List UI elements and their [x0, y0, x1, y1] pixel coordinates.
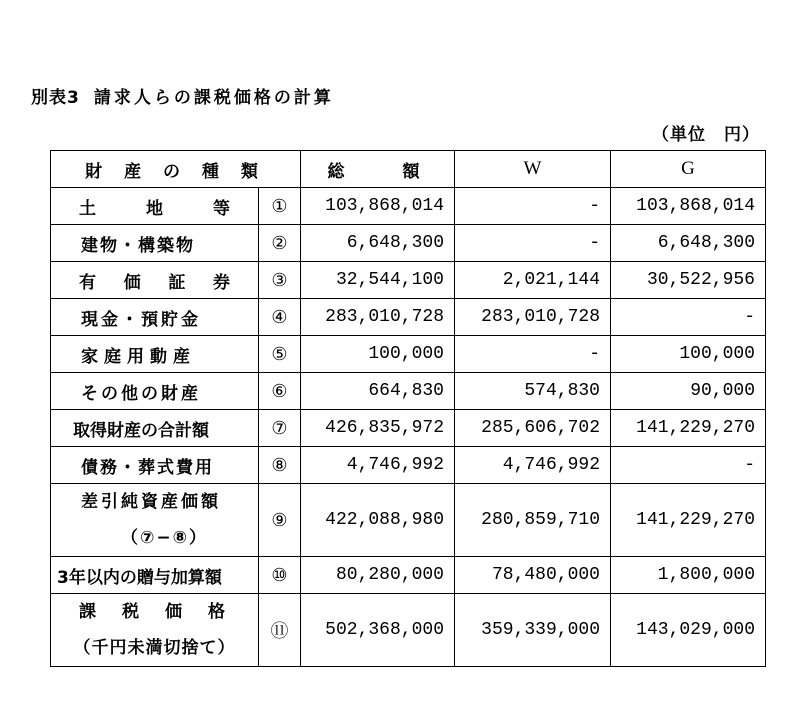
- table-row: [51, 336, 766, 373]
- row-total: 426,835,972: [301, 410, 455, 447]
- row-g: 6,648,300: [611, 225, 766, 262]
- row-g: 143,029,000: [611, 594, 766, 667]
- row-subname: （⑦−⑧）: [120, 528, 209, 548]
- row-number: ⑤: [259, 336, 301, 373]
- row-number: ②: [259, 225, 301, 262]
- table-row: [51, 373, 766, 410]
- row-name: 家庭用動産: [51, 336, 259, 373]
- header-w: W: [455, 151, 611, 188]
- row-total: 283,010,728: [301, 299, 455, 336]
- row-name-cell: [51, 484, 259, 557]
- row-number: ⑨: [259, 484, 301, 557]
- table-row: [51, 299, 766, 336]
- row-w: 285,606,702: [455, 410, 611, 447]
- row-g: 141,229,270: [611, 484, 766, 557]
- row-w: -: [455, 336, 611, 373]
- row-name: 建物・構築物: [51, 225, 259, 262]
- row-w: 78,480,000: [455, 557, 611, 594]
- row-name-cell: [51, 594, 259, 667]
- row-w: -: [455, 225, 611, 262]
- row-total: 664,830: [301, 373, 455, 410]
- table-row: [51, 225, 766, 262]
- row-g: 1,800,000: [611, 557, 766, 594]
- title-label: 別表3: [31, 88, 80, 108]
- row-name: 差引純資産価額: [81, 492, 221, 512]
- row-number: ①: [259, 188, 301, 225]
- header-row: [51, 151, 766, 188]
- row-name: 土 地 等: [51, 188, 259, 225]
- row-g: -: [611, 447, 766, 484]
- row-name: その他の財産: [51, 373, 259, 410]
- table-row: [51, 410, 766, 447]
- row-number: ③: [259, 262, 301, 299]
- row-name: 有 価 証 券: [51, 262, 259, 299]
- table-row: [51, 484, 766, 557]
- row-number: ④: [259, 299, 301, 336]
- row-w: -: [455, 188, 611, 225]
- table-row: [51, 594, 766, 667]
- row-subname: （千円未満切捨て）: [73, 638, 236, 658]
- row-number: ⑧: [259, 447, 301, 484]
- document-title: [31, 83, 334, 108]
- row-w: 280,859,710: [455, 484, 611, 557]
- row-total: 4,746,992: [301, 447, 455, 484]
- row-g: 103,868,014: [611, 188, 766, 225]
- row-g: 90,000: [611, 373, 766, 410]
- row-g: 141,229,270: [611, 410, 766, 447]
- row-number: ⑪: [259, 594, 301, 667]
- row-name: 取得財産の合計額: [51, 410, 259, 447]
- row-total: 100,000: [301, 336, 455, 373]
- row-number: ⑥: [259, 373, 301, 410]
- header-total: 総 額: [301, 151, 455, 188]
- row-total: 502,368,000: [301, 594, 455, 667]
- row-w: 2,021,144: [455, 262, 611, 299]
- row-g: -: [611, 299, 766, 336]
- tax-calculation-table: [50, 150, 766, 667]
- row-w: 574,830: [455, 373, 611, 410]
- row-w: 4,746,992: [455, 447, 611, 484]
- row-name: 債務・葬式費用: [51, 447, 259, 484]
- row-total: 80,280,000: [301, 557, 455, 594]
- row-g: 30,522,956: [611, 262, 766, 299]
- row-total: 103,868,014: [301, 188, 455, 225]
- row-number: ⑩: [259, 557, 301, 594]
- row-g: 100,000: [611, 336, 766, 373]
- row-name: 現金・預貯金: [51, 299, 259, 336]
- table-row: [51, 557, 766, 594]
- title-text: 請求人らの課税価格の計算: [93, 88, 334, 108]
- row-w: 283,010,728: [455, 299, 611, 336]
- unit-label: （単位 円）: [652, 125, 760, 145]
- row-total: 32,544,100: [301, 262, 455, 299]
- table-row: [51, 188, 766, 225]
- table-row: [51, 262, 766, 299]
- row-name: 3年以内の贈与加算額: [51, 557, 259, 594]
- header-g: G: [611, 151, 766, 188]
- header-item: 財 産 の 種 類: [51, 151, 301, 188]
- row-total: 6,648,300: [301, 225, 455, 262]
- row-w: 359,339,000: [455, 594, 611, 667]
- row-total: 422,088,980: [301, 484, 455, 557]
- row-name: 課 税 価 格: [79, 602, 230, 622]
- table-row: [51, 447, 766, 484]
- row-number: ⑦: [259, 410, 301, 447]
